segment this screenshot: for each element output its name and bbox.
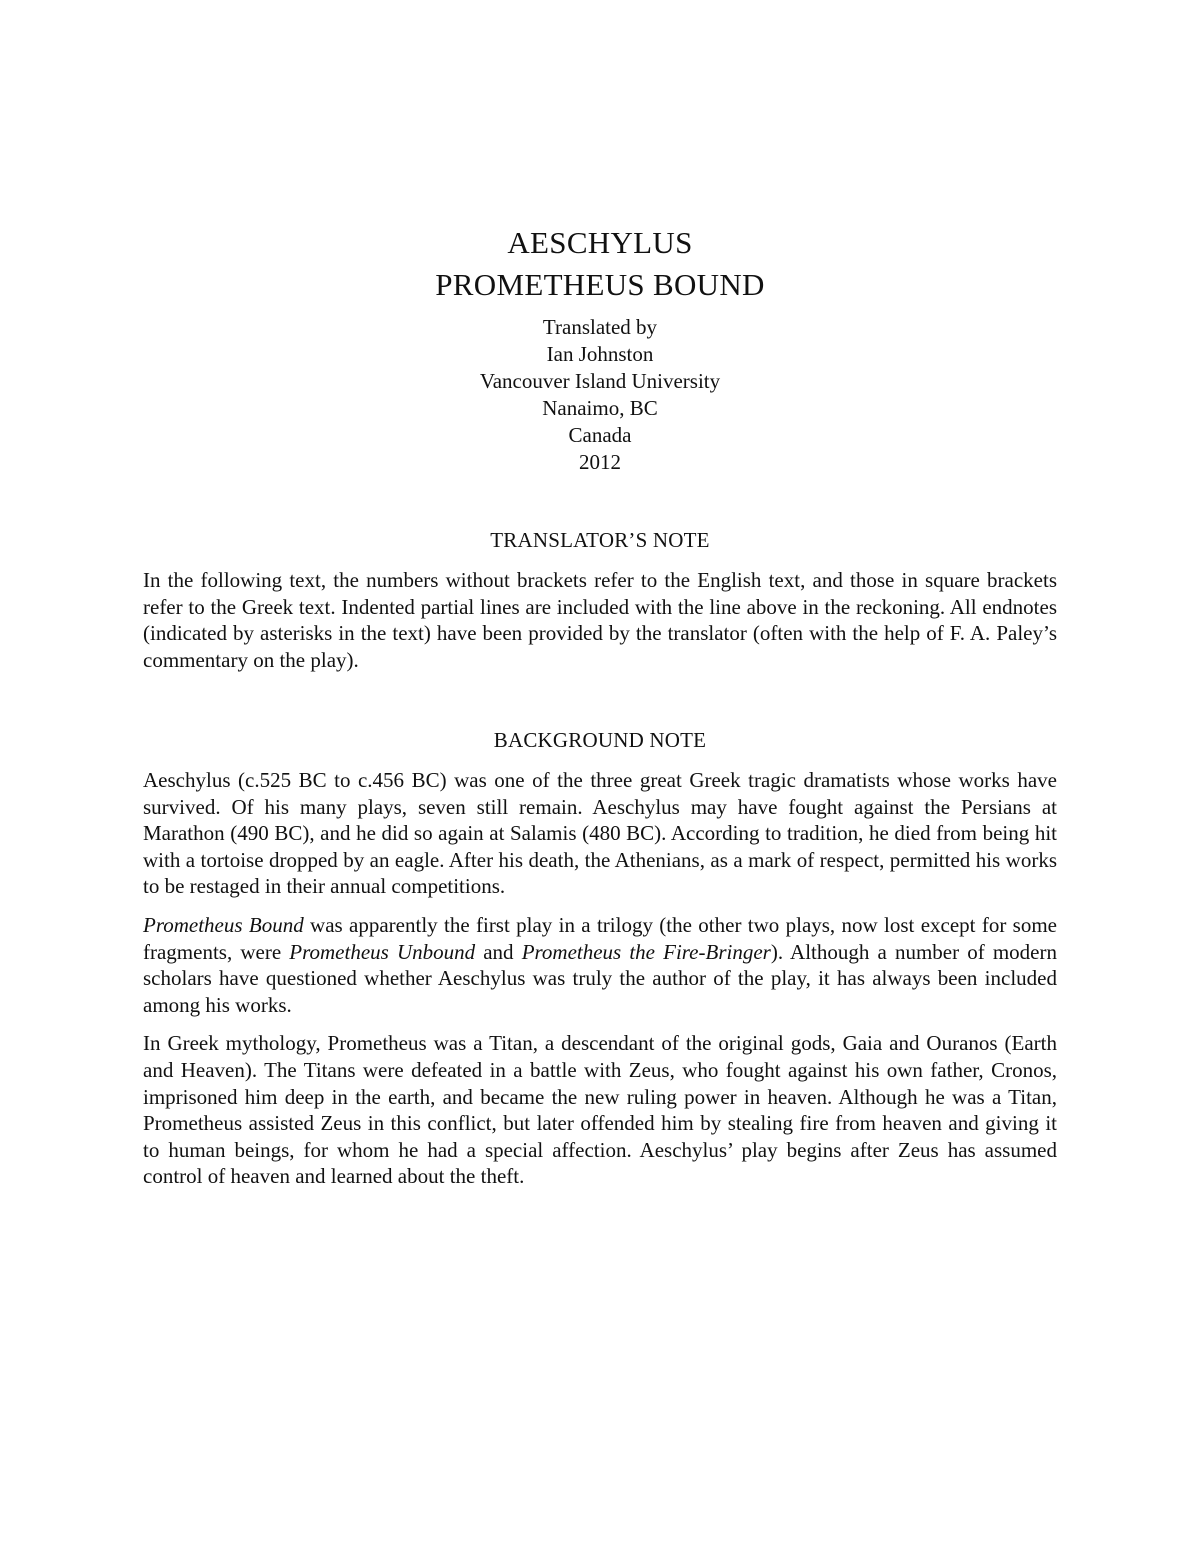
background-paragraph-2 xyxy=(143,912,1057,1018)
translators-note-heading: TRANSLATOR’S NOTE xyxy=(490,528,710,552)
paragraph-text: and xyxy=(475,939,522,964)
translators-note-paragraph: In the following text, the numbers without brackets refer to the English text, and those in square brackets refer to the Greek text. Indented partial lines are included with the line above in the reckoning. All endnotes (indicated by asterisks in the text) have been provided by the translator (often with the help of F. A. Paley’s commentary on the play). xyxy=(143,568,1057,672)
city: Nanaimo, BC xyxy=(542,396,658,420)
play-title: PROMETHEUS BOUND xyxy=(435,267,765,302)
title-prometheus-bound: Prometheus Bound xyxy=(143,912,304,937)
paragraph-text: ). Although a number of modern scholars have questioned whether Aeschylus was truly the author of the play, it has always been included among his works. xyxy=(143,939,1057,1017)
background-paragraph-1: Aeschylus (c.525 BC to c.456 BC) was one of the three great Greek tragic dramatists whose works have survived. Of his many plays, seven still remain. Aeschylus may have fought against the Persians at Marathon (490 BC), and he did so again at Salamis (480 BC). According to tradition, he died from being hit with a tortoise dropped by an eagle. After his death, the Athenians, as a mark of respect, permitted his works to be restaged in their annual competitions. xyxy=(143,768,1057,899)
translators-note-body xyxy=(143,567,1057,673)
translator-name: Ian Johnston xyxy=(546,342,654,366)
background-note-heading: BACKGROUND NOTE xyxy=(493,728,707,752)
background-note-body xyxy=(143,767,1057,1190)
background-paragraph-3: In Greek mythology, Prometheus was a Titan, a descendant of the original gods, Gaia and Ouranos (Earth and Heaven). The Titans were defeated in a battle with Zeus, who fought against his own father, Cronos, imprisoned him deep in the earth, and became the new ruling power in heaven. Although he was a Titan, Prometheus assisted Zeus in this conflict, but later offended him by stealing fire from heaven and giving it to human beings, for whom he had a special affection. Aeschylus’ play begins after Zeus has assumed control of heaven and learned about the theft. xyxy=(143,1031,1057,1189)
author-title: AESCHYLUS xyxy=(507,225,693,260)
title-block xyxy=(0,222,1200,306)
title-prometheus-unbound: Prometheus Unbound xyxy=(289,939,476,964)
year: 2012 xyxy=(579,450,621,474)
institution: Vancouver Island University xyxy=(479,369,721,393)
paragraph-text: was apparently the first play in a trilogy (the other two plays, now lost except for some fragments, were xyxy=(143,912,1057,964)
title-prometheus-fire-bringer: Prometheus the Fire-Bringer xyxy=(521,939,771,964)
credit-line: Translated by xyxy=(542,315,658,339)
credits-block xyxy=(0,314,1200,476)
country: Canada xyxy=(568,423,632,447)
